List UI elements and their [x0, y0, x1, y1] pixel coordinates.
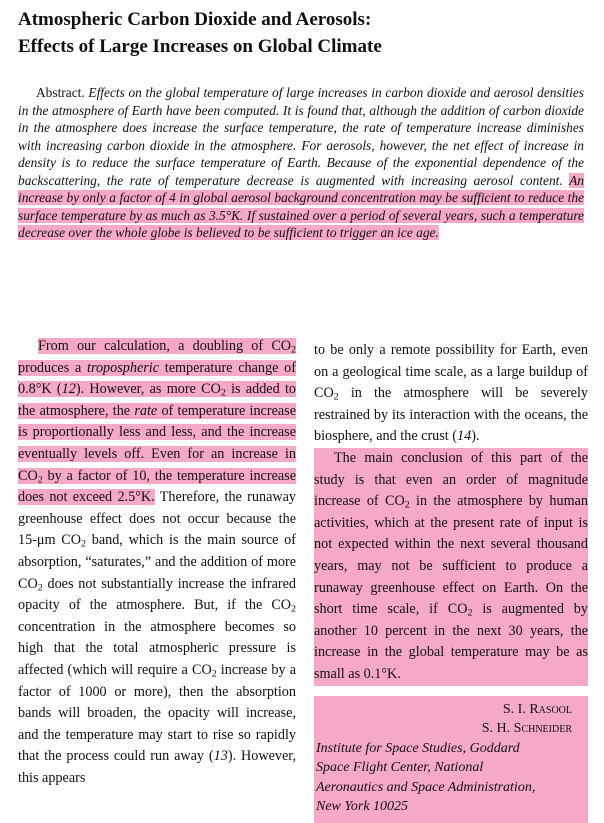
abstract-highlight: An increase by only a factor of 4 in global aerosol background concentration may be sufficient to reduce the surface temperature by as much as 3.5°K. If sustained over a period of several years, such a temperature decrease over the whole globe is believed to be sufficient to trigger an ice age. [18, 172, 584, 240]
affiliation-line-2: Space Flight Center, National [316, 760, 484, 775]
abstract-text: Effects on the global temperature of large increases in carbon dioxide and aerosol densities in the atmosphere of Earth have been computed. It is found that, although the addition of carbon dioxide in the atmosphere does increase the surface temperature, the rate of temperature increase diminishes with increasing carbon dioxide in the atmosphere. For aerosols, however, the net effect of increase in density is to reduce the surface temperature of Earth. Because of the exponential dependence of the backscattering, the rate of temperature decrease is augmented with increasing aerosol content. [18, 85, 584, 188]
author-1: S. I. Rasool [502, 701, 572, 717]
right-paragraph-2: The main conclusion of this part of the study is that even an order of magnitude increase of $CO_2$ in the atmosphere by human activities, which at the present rate of input is not expected within the next several thousand years, may not be sufficient to produce a runaway greenhouse effect on Earth. On the short time scale, if $CO_2$ is augmented by another 10 percent in the next 30 years, the increase in the global temperature may be as small as 0.1°K. [314, 448, 588, 686]
affiliation-line-3: Aeronautics and Space Administration, [316, 779, 536, 795]
right-paragraph-1: to be only a remote possibility for Earth, even on a geological time scale, as a large buildup of $CO_2$ in the atmosphere will be severely restrained by its interaction with the oceans, the biosphere, and the crust (14). [314, 342, 588, 445]
title-line-1: Atmospheric Carbon Dioxide and Aerosols: [18, 9, 372, 30]
affiliation-line-4: New York 10025 [316, 799, 409, 814]
paper-title [18, 6, 588, 60]
left-column [18, 336, 296, 789]
left-highlight: From our calculation, a doubling of $CO_2$ produces a tropospheric temperature change of 0.8°K (12). However, as more $CO_2$ is added to the atmosphere, the rate of temperature increase is proportionally less and less, and the increase eventually levels off. Even for an increase in $CO_2$ by a factor of 10, the temperature increase does not exceed 2.5°K. [18, 338, 296, 506]
right-column [314, 340, 588, 823]
abstract-lead: Abstract. [36, 85, 85, 100]
abstract [18, 84, 584, 242]
left-paragraph: From our calculation, a doubling of $CO_2$ produces a tropospheric temperature change of 0.8°K (12). However, as more $CO_2$ is added to the atmosphere, the rate of temperature increase is proportionally less and less, and the increase eventually levels off. Even for an increase in $CO_2$ by a factor of 10, the temperature increase does not exceed 2.5°K. Therefore, the runaway greenhouse effect does not occur because the 15-μm $CO_2$ band, which is the main source of absorption, “saturates,” and the addition of more $CO_2$ does not substantially increase the infrared opacity of the atmosphere. But, if the $CO_2$ concentration in the atmosphere becomes so high that the total atmospheric pressure is affected (which will require a $CO_2$ increase by a factor of 1000 or more), then the absorption bands will broaden, the opacity will increase, and the temperature may start to rise so rapidly that the process could run away (13). However, this appears [18, 338, 297, 786]
author-2: S. H. Schneider [481, 721, 572, 736]
title-line-2: Effects of Large Increases on Global Climate [18, 36, 382, 57]
author-signature [314, 696, 588, 823]
affiliation-line-1: Institute for Space Studies, Goddard [316, 740, 520, 756]
